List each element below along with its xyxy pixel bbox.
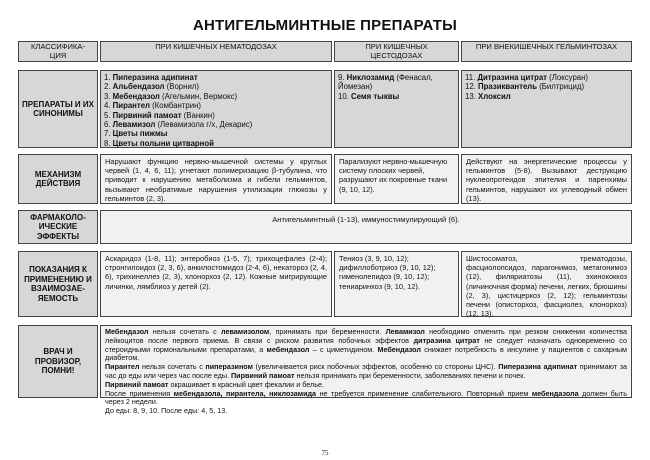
note-drug-name: Пирвиний памоат <box>105 379 169 389</box>
drug-number: 3. <box>104 91 113 101</box>
drug-item <box>104 129 328 138</box>
drug-synonyms: (Билтрицид) <box>537 82 585 92</box>
note-drug-name: Пиперазина адипинат <box>498 362 578 372</box>
note-paragraph <box>105 390 627 408</box>
drug-synonyms: (Локсуран) <box>547 73 589 82</box>
drug-item <box>104 139 328 148</box>
header-extraintestinal: ПРИ ВНЕКИШЕЧНЫХ ГЕЛЬМИНТОЗАХ <box>461 41 632 62</box>
indications-extraintestinal: Шистосоматоз, трематодозы, фасциолопсидоз, парагонимоз, метагонимоз (12), филяриатозы (11), эхинококкоз (личиночная форма) печени, легких, брюшины (2, 3), цистицеркоз (2, 12); гельминтозы печени (описторхоз, фасциолез, клонорхоз) (12, 13). <box>461 251 632 317</box>
note-text: не требуется применение слабительного. Повторный прием <box>316 388 532 398</box>
note-drug-name: пиперазином <box>205 362 253 372</box>
drug-item <box>338 73 455 92</box>
drug-name: Цветы пижмы <box>112 129 168 139</box>
drug-item <box>338 92 455 101</box>
notes-text <box>101 326 631 418</box>
drug-number: 9. <box>338 73 347 82</box>
drug-name: Пирвиний памоат <box>112 110 182 120</box>
note-drug-name: мебендазола, пирантела, никлозамида <box>173 388 317 398</box>
drug-name: Пиперазина адипинат <box>112 73 198 82</box>
header-cestodes: ПРИ КИШЕЧНЫХ ЦЕСТОДОЗАХ <box>334 41 459 62</box>
note-paragraph <box>105 363 627 381</box>
drug-number: 1. <box>104 73 113 82</box>
drug-name: Альбендазол <box>112 82 165 92</box>
drug-synonyms: (Агельмин, Вермокс) <box>159 91 238 101</box>
indications-cestodes: Тениоз (3, 9, 10, 12); дифиллоботриоз (9, 10, 12); гименолепидоз (9, 10, 12); тениаринхоз (9, 10, 12). <box>334 251 459 317</box>
drug-synonyms: (Ворнил) <box>164 82 199 92</box>
drug-number: 2. <box>104 82 113 92</box>
note-text: (увеличивается риск побочных эффектов, особенно со стороны ЦНС). <box>252 362 499 372</box>
drug-list-nematodes <box>101 71 331 150</box>
pharm-effects: Антигельминтный (1-13), иммуностимулирующий (6). <box>100 210 632 244</box>
note-drug-name: левамизолом <box>221 327 270 336</box>
note-text: необходимо отменить при резком снижении количества лейкоцитов после первого приема. В связи с риском развития побочных эффектов <box>105 327 627 345</box>
drug-number: 4. <box>104 101 113 111</box>
drugs-extraintestinal <box>461 70 632 148</box>
drug-name: Мебендазол <box>112 91 160 101</box>
note-drug-name: Пирантел <box>105 362 140 372</box>
indications-nematodes: Аскаридоз (1-8, 11); энтеробиоз (1-5, 7); трихоцефалез (2-4); стронгилоидоз (2, 3, 6), анкилостомидоз (2-4, 6), некатороз (2, 4, 6), трихинеллез (2, 3), хлонорхоз (2, 12). Кожные мигрирующие личинки, лямблиоз у детей (2). <box>100 251 332 317</box>
drug-name: Хлоксил <box>478 91 511 101</box>
drug-item <box>104 82 328 91</box>
drugs-cestodes <box>334 70 459 148</box>
note-text: нельзя принимать при беременности, заболеваниях печени и почек. <box>294 370 526 380</box>
drug-number: 8. <box>104 138 113 148</box>
drug-item <box>104 101 328 110</box>
drug-name: Дитразина цитрат <box>477 73 548 82</box>
note-text: , принимать при беременности. <box>269 327 386 336</box>
note-paragraph <box>105 407 627 416</box>
row-label-pharm: ФАРМАКОЛО-ИЧЕСКИЕ ЭФФЕКТЫ <box>18 210 98 244</box>
note-drug-name: Мебендазол <box>377 344 421 354</box>
drug-synonyms: (Комбантрин) <box>150 101 202 111</box>
note-text: должен быть через 2 недели. <box>105 388 627 407</box>
drug-item <box>104 73 328 82</box>
note-drug-name: Мебендазол <box>105 327 149 336</box>
drug-item <box>104 120 328 129</box>
drug-item <box>465 73 628 82</box>
drug-number: 5. <box>104 110 113 120</box>
drug-number: 6. <box>104 120 113 130</box>
note-text: нельзя сочетать с <box>148 327 222 336</box>
drug-number: 11. <box>465 73 478 82</box>
note-text: принимают за час до еды или через час после еды. <box>105 362 627 380</box>
mechanism-cestodes: Парализуют нервно-мышечную систему плоских червей, разрушают их покровные ткани (9, 10, 12). <box>334 154 459 204</box>
note-text: нельзя сочетать с <box>139 362 206 372</box>
note-paragraph <box>105 328 627 363</box>
drug-number: 12. <box>465 82 479 92</box>
row-label-drugs: ПРЕПАРАТЫ И ИХ СИНОНИМЫ <box>18 70 98 148</box>
page-title: АНТИГЕЛЬМИНТНЫЕ ПРЕПАРАТЫ <box>192 17 458 34</box>
drugs-nematodes <box>100 70 332 148</box>
drug-name: Левамизол <box>112 120 156 130</box>
mechanism-extraintestinal: Действуют на энергетические процессы у гельминтов (5-8). Вызывают деструкцию нуклеопротеидов эпителия и паренхимы гельминтов, нарушают их углеводный обмен (13). <box>461 154 632 204</box>
note-drug-name: Пирвиний памоат <box>231 370 295 380</box>
note-text: окрашивает в красный цвет фекалии и белье. <box>168 379 324 389</box>
row-label-doctor: ВРАЧ И ПРОВИЗОР, ПОМНИ! <box>18 325 98 398</box>
note-text: снижает потребность в инсулине у пациентов с сахарным диабетом. <box>105 344 627 363</box>
note-drug-name: дитразина цитрат <box>413 335 480 345</box>
drug-number: 13. <box>465 91 479 101</box>
header-nematodes: ПРИ КИШЕЧНЫХ НЕМАТОДОЗАХ <box>100 41 332 62</box>
note-drug-name: Левамизол <box>385 327 425 336</box>
drug-name: Семя тыквы <box>351 91 400 101</box>
header-classification: КЛАССИФИКА- ЦИЯ <box>18 41 98 62</box>
note-text: До еды: 8, 9, 10. После еды: 4, 5, 13. <box>105 406 228 416</box>
drug-synonyms: (Левамизола г/х, Декарис) <box>155 120 253 130</box>
doctor-notes <box>100 325 632 416</box>
drug-name: Празиквантель <box>478 82 538 92</box>
drug-name: Пирантел <box>112 101 150 111</box>
row-label-mechanism: МЕХАНИЗМ ДЕЙСТВИЯ <box>18 154 98 204</box>
drug-synonyms: (Фенасал, Йомезан) <box>338 73 433 92</box>
drug-number: 10. <box>338 91 352 101</box>
drug-item <box>465 92 628 101</box>
note-drug-name: мебендазола <box>531 388 579 398</box>
drug-list-extraintestinal <box>462 71 631 103</box>
drug-item <box>465 82 628 91</box>
drug-item <box>104 92 328 101</box>
mechanism-nematodes: Нарушают функцию нервно-мышечной системы у круглых червей (1, 4, 6, 11); угнетают полимеризацию β-тубулина, что приводит к нарушению метаболизма и гибели гельминтов, вызывают необратимые нарушения утилизации глюкозы у гельминтов (2, 3). <box>100 154 332 204</box>
row-label-indications: ПОКАЗАНИЯ К ПРИМЕНЕНИЮ И ВЗАИМОЗАЕ-ЯЕМОСТЬ <box>18 251 98 317</box>
drug-name: Никлозамид <box>346 73 395 82</box>
drug-number: 7. <box>104 129 113 139</box>
note-text: не следует назначать одновременно со стероидными гормональными препаратами, а <box>105 335 627 354</box>
page-number: 75 <box>321 449 329 457</box>
note-drug-name: мебендазол <box>266 344 310 354</box>
drug-list-cestodes <box>335 71 458 103</box>
drug-synonyms: (Ванкин) <box>181 110 215 120</box>
note-text: – с циметидином. <box>309 344 378 354</box>
note-text: После применения <box>105 388 174 398</box>
drug-name: Цветы полыни цитварной <box>112 138 214 148</box>
drug-item <box>104 111 328 120</box>
